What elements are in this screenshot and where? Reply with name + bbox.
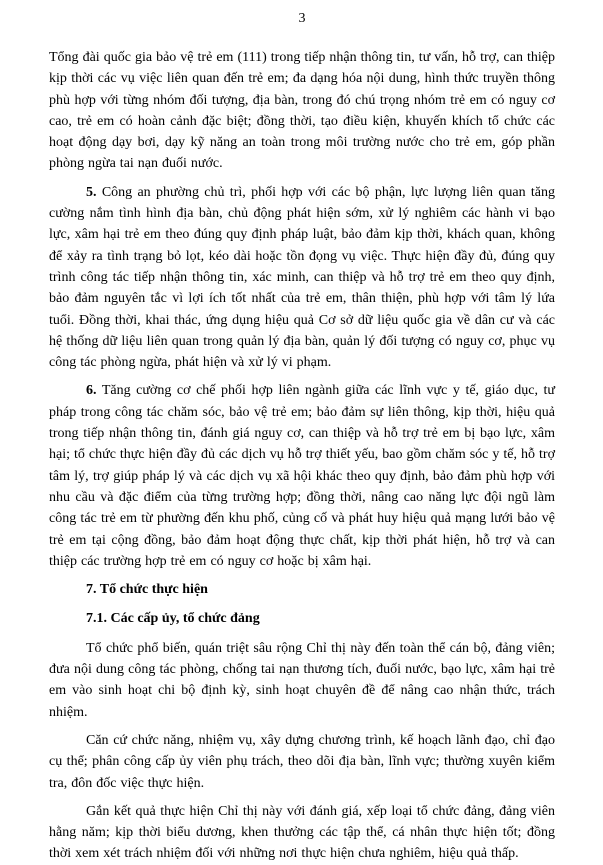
paragraph-org-2: Căn cứ chức năng, nhiệm vụ, xây dựng chương trình, kế hoạch lãnh đạo, chỉ đạo cụ thể; phân công cấp ủy viên phụ trách, theo dõi địa bàn, lĩnh vực; thường xuyên kiểm tra, đôn đốc việc thực hiện.	[49, 732, 555, 791]
paragraph-section-6	[49, 380, 555, 572]
section-5-number: 5.	[86, 184, 97, 200]
paragraph-section-5	[49, 182, 555, 374]
section-6-number: 6.	[86, 383, 97, 399]
paragraph-org-3: Gắn kết quả thực hiện Chỉ thị này với đánh giá, xếp loại tổ chức đảng, đảng viên hằng năm; kịp thời biểu dương, khen thưởng các tập thể, cá nhân thực hiện tốt; đồng thời xem xét trách nhiệm đối với những nơi thực hiện chưa nghiêm, hiệu quả thấp.	[49, 803, 555, 862]
page-number: 3	[298, 11, 306, 26]
section-6-text: Tăng cường cơ chế phối hợp liên ngành giữa các lĩnh vực y tế, giáo dục, tư pháp trong công tác chăm sóc, bảo vệ trẻ em; bảo đảm sự liên thông, kịp thời, hiệu quả trong tiếp nhận thông tin, đánh giá nguy cơ, can thiệp và hỗ trợ trẻ em bị bạo lực, xâm hại; tổ chức thực hiện đầy đủ các dịch vụ hỗ trợ thiết yếu, bao gồm chăm sóc y tế, hỗ trợ tâm lý, trợ giúp pháp lý và các dịch vụ xã hội khác theo quy định, bảo đảm phù hợp với nhu cầu và đặc điểm của từng trường hợp; đồng thời, nâng cao năng lực đội ngũ làm công tác trẻ em từ phường đến khu phố, củng cố và phát huy hiệu quả mạng lưới bảo vệ trẻ em tại cộng đồng, bảo đảm hoạt động thực chất, kịp thời phát hiện, hỗ trợ và can thiệp các trường hợp trẻ em có nguy cơ hoặc bị xâm hại.	[49, 383, 556, 569]
section-5-text: Công an phường chủ trì, phối hợp với các bộ phận, lực lượng liên quan tăng cường nắm tình hình địa bàn, chủ động phát hiện sớm, xử lý nghiêm các hành vi bạo lực, xâm hại trẻ em theo đúng quy định pháp luật, bảo đảm kịp thời, khách quan, không để xảy ra tình trạng bỏ lọt, kéo dài hoặc tồn đọng vụ việc. Thực hiện đầy đủ, đúng quy trình công tác tiếp nhận thông tin, xác minh, can thiệp và hỗ trợ trẻ em theo quy định, bảo đảm nguyên tắc vì lợi ích tốt nhất của trẻ em, thân thiện, phù hợp với tâm lý lứa tuổi. Đồng thời, khai thác, ứng dụng hiệu quả Cơ sở dữ liệu quốc gia về dân cư và các hệ thống dữ liệu liên quan trong quản lý địa bàn, quản lý đối tượng có nguy cơ, phục vụ công tác phòng ngừa, phát hiện và xử lý vi phạm.	[49, 184, 555, 371]
heading-section-7: 7. Tổ chức thực hiện	[86, 582, 208, 598]
paragraph-org-1: Tổ chức phổ biến, quán triệt sâu rộng Chỉ thị này đến toàn thể cán bộ, đảng viên; đưa nội dung công tác phòng, chống tai nạn thương tích, đuối nước, bạo lực, xâm hại trẻ em vào sinh hoạt chi bộ định kỳ, sinh hoạt chuyên đề để nâng cao nhận thức, trách nhiệm.	[49, 640, 555, 720]
paragraph-intro-continuation: Tổng đài quốc gia bảo vệ trẻ em (111) trong tiếp nhận thông tin, tư vấn, hỗ trợ, can thiệp kịp thời các vụ việc liên quan đến trẻ em; đa dạng hóa nội dung, hình thức truyền thông phù hợp với từng nhóm đối tượng, địa bàn, trong đó chú trọng nhóm trẻ em có nguy cơ cao, trẻ em có hoàn cảnh đặc biệt; đồng thời, tạo điều kiện, khuyến khích tổ chức các hoạt động dạy bơi, dạy kỹ năng an toàn trong môi trường nước cho trẻ em, góp phần phòng ngừa tai nạn đuối nước.	[49, 50, 555, 172]
heading-section-7-1: 7.1. Các cấp ủy, tổ chức đảng	[86, 611, 260, 627]
